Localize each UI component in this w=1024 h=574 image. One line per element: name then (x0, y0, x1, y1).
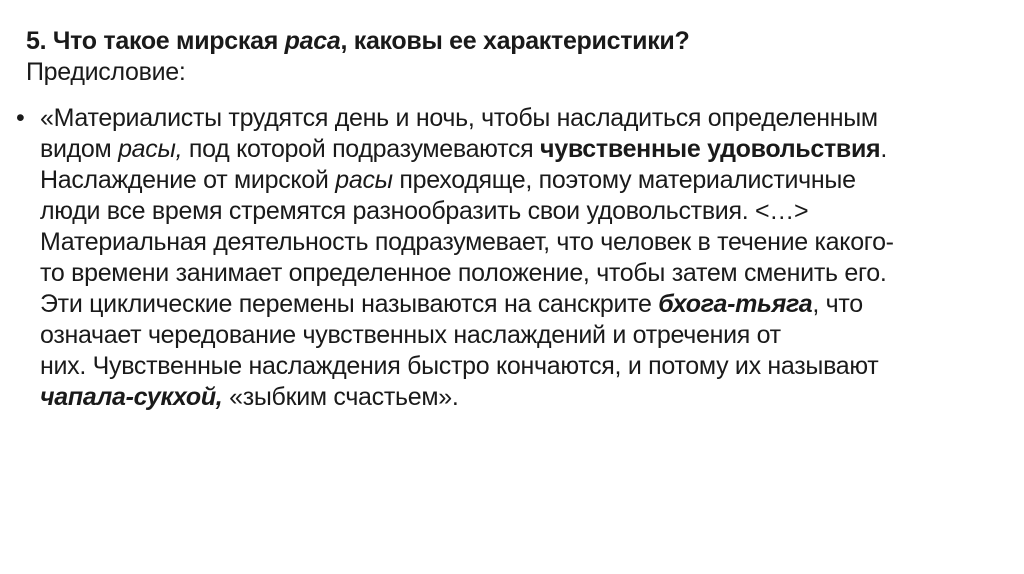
title-italic-term: раса (284, 27, 341, 55)
quote-line-3 (40, 165, 1010, 196)
quote-line-8: означает чередование чувственных наслаждений и отречения от (40, 321, 781, 349)
quote-text: под которой подразумеваются (182, 135, 541, 163)
bullet-icon: • (16, 104, 25, 132)
quote-bold-italic-term: бхога-тьяга (658, 290, 813, 318)
quote-bold-term: чувственные удовольствия (540, 135, 881, 163)
quote-line-1: «Материалисты трудятся день и ночь, чтобы насладиться определенным (40, 104, 878, 132)
quote-text: «зыбким счастьем». (222, 383, 459, 411)
title-text-start: 5. Что такое мирская (26, 27, 285, 55)
quote-text: Эти циклические перемены называются на санскрите (40, 290, 659, 318)
quote-text: преходяще, поэтому материалистичные (392, 166, 856, 194)
quote-paragraph (40, 103, 1010, 413)
page-title (26, 26, 1006, 57)
quote-line-10 (40, 382, 1010, 413)
quote-text: . (880, 135, 887, 163)
quote-text: видом (40, 135, 119, 163)
quote-italic-term: расы, (118, 135, 183, 163)
slide-heading (26, 26, 1006, 88)
quote-italic-term: расы (335, 166, 393, 194)
quote-bold-italic-term: чапала-сукхой, (40, 383, 223, 411)
title-text-end: , каковы ее характеристики? (340, 27, 690, 55)
quote-line-4: люди все время стремятся разнообразить свои удовольствия. <…> (40, 197, 809, 225)
quote-line-6: то времени занимает определенное положение, чтобы затем сменить его. (40, 259, 887, 287)
quote-text: Наслаждение от мирской (40, 166, 336, 194)
quote-line-5: Материальная деятельность подразумевает, что человек в течение какого- (40, 228, 894, 256)
quote-text: , что (812, 290, 863, 318)
quote-line-7 (40, 289, 1010, 320)
page-subtitle: Предисловие: (26, 58, 186, 86)
quote-line-2 (40, 134, 1010, 165)
quote-line-9: них. Чувственные наслаждения быстро кончаются, и потому их называют (40, 352, 879, 380)
